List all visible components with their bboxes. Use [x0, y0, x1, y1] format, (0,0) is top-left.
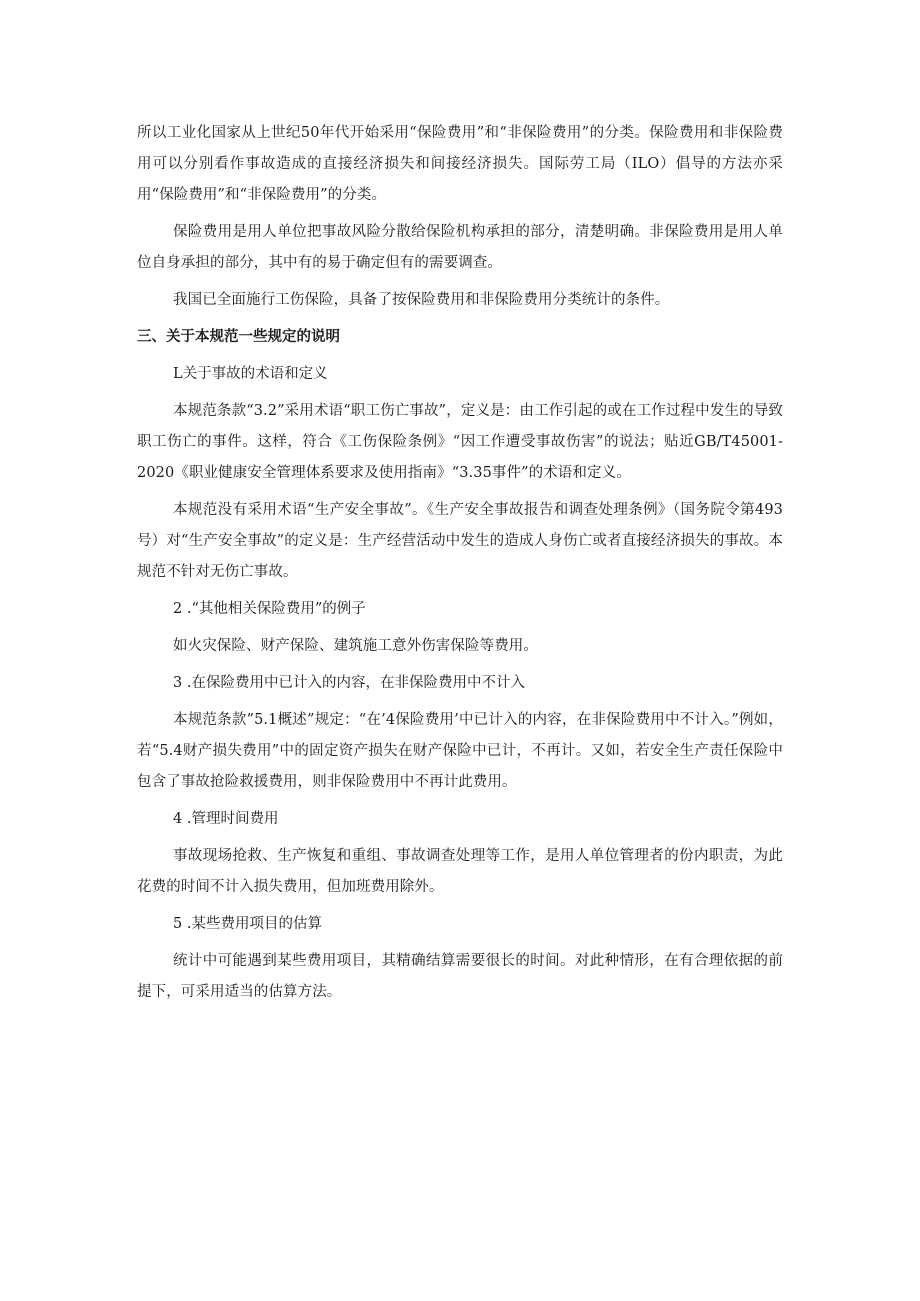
item-3-title: 3 .在保险费用中已计入的内容，在非保险费用中不计入	[173, 675, 525, 691]
item-1-title: L关于事故的术语和定义	[173, 366, 328, 382]
paragraph-insurance-classification: 所以工业化国家从上世纪50年代开始采用“保险费用”和“非保险费用”的分类。保险费用和非保险费用可以分别看作事故造成的直接经济损失和间接经济损失。国际劳工局（ILO）倡导的方法亦采用“保险费用”和“非保险费用”的分类。	[137, 125, 783, 203]
paragraph-insurance-cost-definition: 保险费用是用人单位把事故风险分散给保险机构承担的部分，清楚明确。非保险费用是用人单位自身承担的部分，其中有的易于确定但有的需要调查。	[137, 224, 783, 271]
item-5-title: 5 .某些费用项目的估算	[173, 916, 322, 932]
document-page	[137, 118, 783, 1008]
paragraph-no-double-count: 本规范条款”5.1概述”规定：“在’4保险费用’中已计入的内容，在非保险费用中不计入。”例如，若“5.4财产损失费用”中的固定资产损失在财产保险中已计，不再计。又如，若安全生产责任保险中包含了事故抢险救援费用，则非保险费用中不再计此费用。	[137, 712, 783, 790]
paragraph-production-safety: 本规范没有采用术语“生产安全事故”。《生产安全事故报告和调查处理条例》（国务院令第493号）对“生产安全事故”的定义是：生产经营活动中发生的造成人身伤亡或者直接经济损失的事故。本规范不针对无伤亡事故。	[137, 502, 783, 580]
paragraph-work-injury-insurance: 我国已全面施行工伤保险，具备了按保险费用和非保险费用分类统计的条件。	[173, 292, 670, 308]
paragraph-estimation: 统计中可能遇到某些费用项目，其精确结算需要很长的时间。对此种情形，在有合理依据的前提下，可采用适当的估算方法。	[137, 953, 783, 1000]
paragraph-insurance-examples: 如火灾保险、财产保险、建筑施工意外伤害保险等费用。	[173, 638, 538, 654]
paragraph-management-time: 事故现场抢救、生产恢复和重组、事故调查处理等工作，是用人单位管理者的份内职责，为此花费的时间不计入损失费用，但加班费用除外。	[137, 848, 783, 895]
item-4-title: 4 .管理时间费用	[173, 811, 279, 827]
item-2-title: 2 .“其他相关保险费用”的例子	[173, 601, 366, 617]
paragraph-term-definition: 本规范条款“3.2”采用术语“职工伤亡事故”，定义是：由工作引起的或在工作过程中发生的导致职工伤亡的事件。这样，符合《工伤保险条例》“因工作遭受事故伤害”的说法；贴近GB/T45001-2020《职业健康安全管理体系要求及使用指南》“3.35事件”的术语和定义。	[137, 403, 783, 481]
section-heading: 三、关于本规范一些规定的说明	[137, 329, 340, 345]
